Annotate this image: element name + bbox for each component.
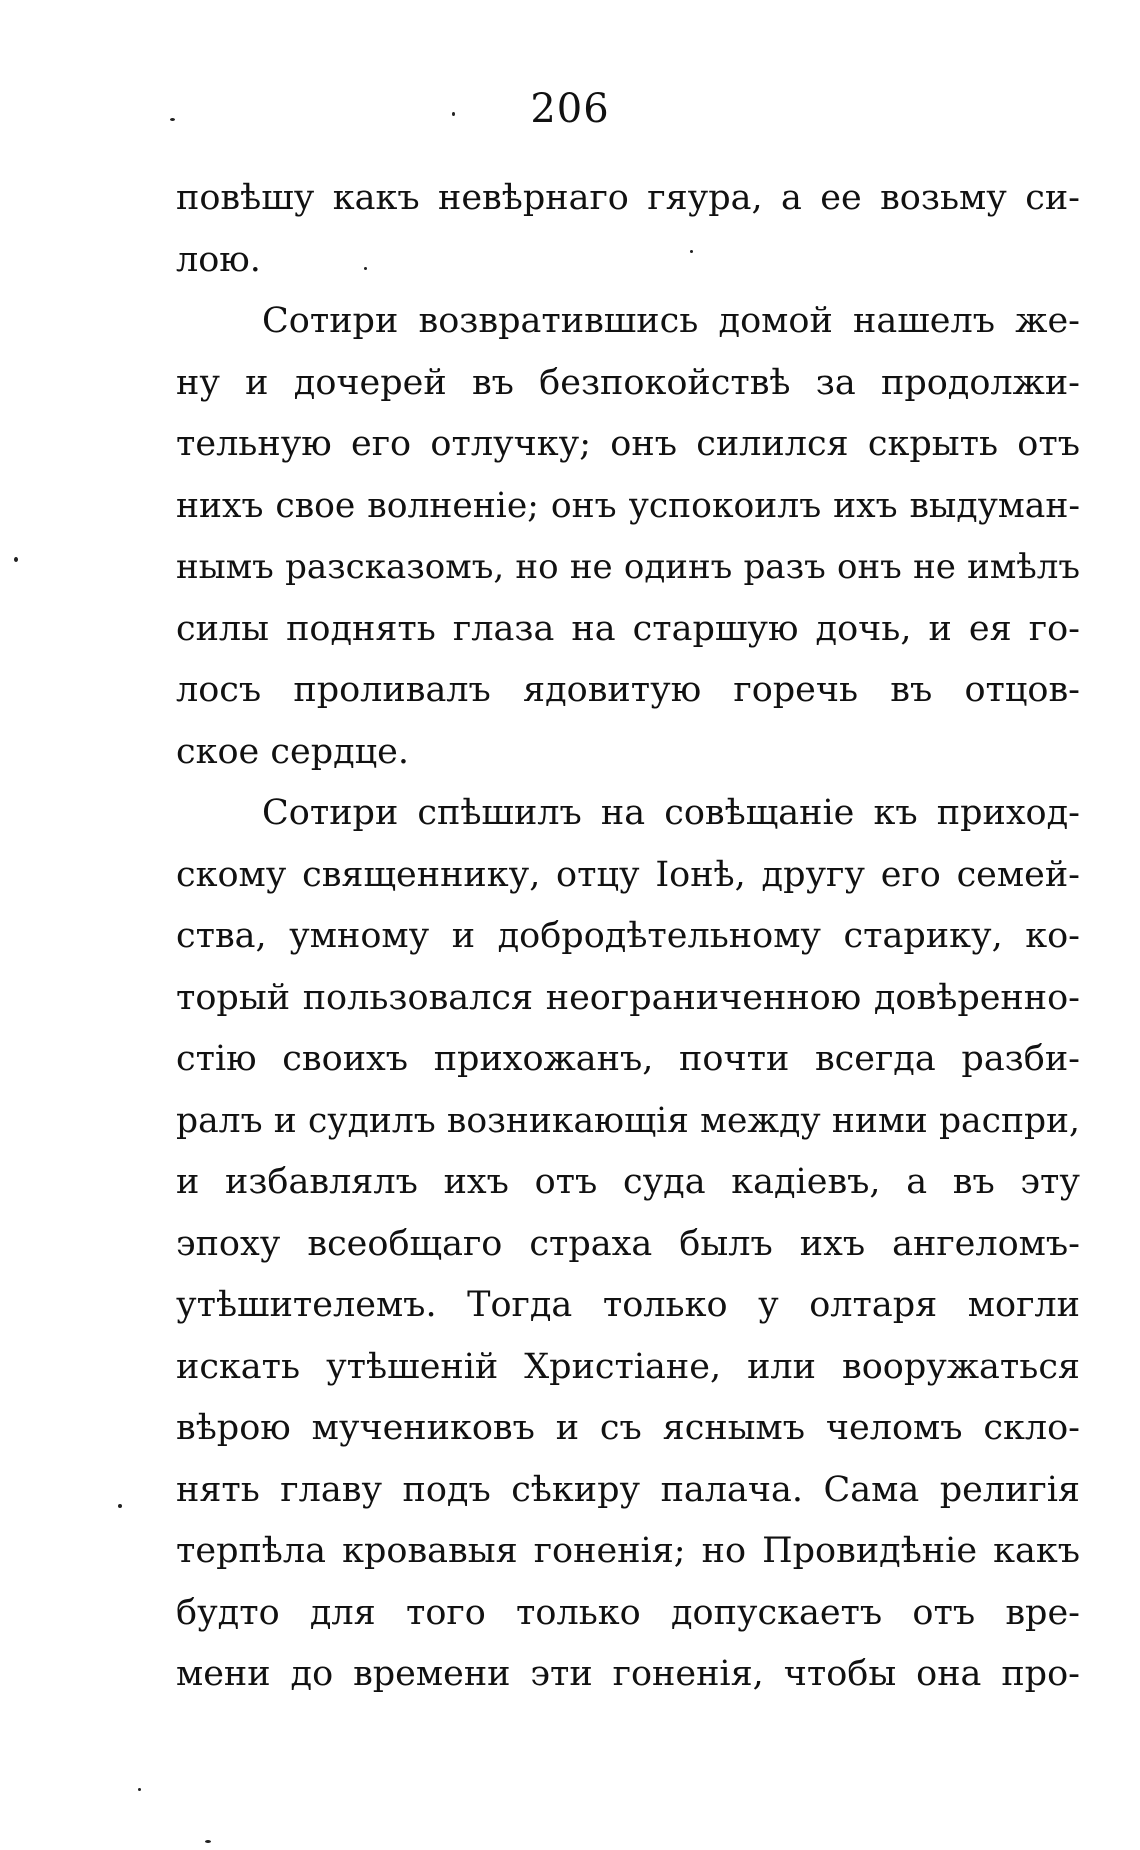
text-line: ралъ и судилъ возникающія между ними распри, bbox=[176, 1100, 1080, 1141]
text-line: нять главу подъ сѣкиру палача. Сама религія bbox=[176, 1469, 1080, 1510]
text-line: искать утѣшеній Христіане, или вооружаться bbox=[176, 1346, 1080, 1387]
text-line: мени до времени эти гоненія, чтобы она про- bbox=[176, 1654, 1080, 1694]
text-line: торый пользовался неограниченною довѣренно- bbox=[176, 977, 1080, 1018]
text-line: стію своихъ прихожанъ, почти всегда разби- bbox=[176, 1039, 1080, 1079]
body-text bbox=[176, 168, 1080, 1706]
text-line: терпѣла кровавыя гоненія; но Провидѣніе какъ bbox=[176, 1531, 1080, 1571]
text-line: ства, умному и добродѣтельному старику, ко- bbox=[176, 916, 1080, 956]
scan-speck bbox=[118, 1504, 122, 1508]
text-line: лосъ проливалъ ядовитую горечь въ отцов- bbox=[176, 670, 1080, 710]
scan-speck bbox=[364, 267, 367, 270]
scan-speck bbox=[170, 118, 175, 121]
scan-speck bbox=[690, 250, 693, 253]
text-line: скому священнику, отцу Іонѣ, другу его семей- bbox=[176, 854, 1080, 895]
text-line: Сотири спѣшилъ на совѣщаніе къ приход- bbox=[262, 793, 1080, 833]
scan-speck bbox=[205, 1840, 211, 1843]
scan-speck bbox=[452, 112, 455, 116]
page-number: 206 bbox=[530, 86, 610, 132]
text-line: лою. bbox=[176, 239, 261, 280]
text-line: тельную его отлучку; онъ силился скрыть отъ bbox=[176, 424, 1080, 464]
text-line: ну и дочерей въ безпокойствѣ за продолжи- bbox=[176, 362, 1080, 403]
text-line: нихъ свое волненіе; онъ успокоилъ ихъ выдуман- bbox=[176, 485, 1080, 526]
text-line: ское сердце. bbox=[176, 731, 410, 772]
text-line: и избавлялъ ихъ отъ суда кадіевъ, а въ эту bbox=[176, 1162, 1080, 1202]
text-line: утѣшителемъ. Тогда только у олтаря могли bbox=[176, 1285, 1080, 1325]
scan-speck bbox=[14, 557, 18, 562]
scan-speck bbox=[138, 1788, 141, 1791]
text-line: нымъ разсказомъ, но не одинъ разъ онъ не имѣлъ bbox=[176, 547, 1080, 587]
text-line: силы поднять глаза на старшую дочь, и ея го- bbox=[176, 608, 1080, 649]
text-line: будто для того только допускаетъ отъ вре- bbox=[176, 1592, 1080, 1633]
text-line: повѣшу какъ невѣрнаго гяура, а ее возьму си- bbox=[176, 178, 1080, 218]
text-line: Сотири возвратившись домой нашелъ же- bbox=[262, 301, 1080, 341]
text-line: вѣрою мучениковъ и съ яснымъ челомъ скло- bbox=[176, 1408, 1080, 1448]
text-line: эпоху всеобщаго страха былъ ихъ ангеломъ- bbox=[176, 1223, 1080, 1264]
